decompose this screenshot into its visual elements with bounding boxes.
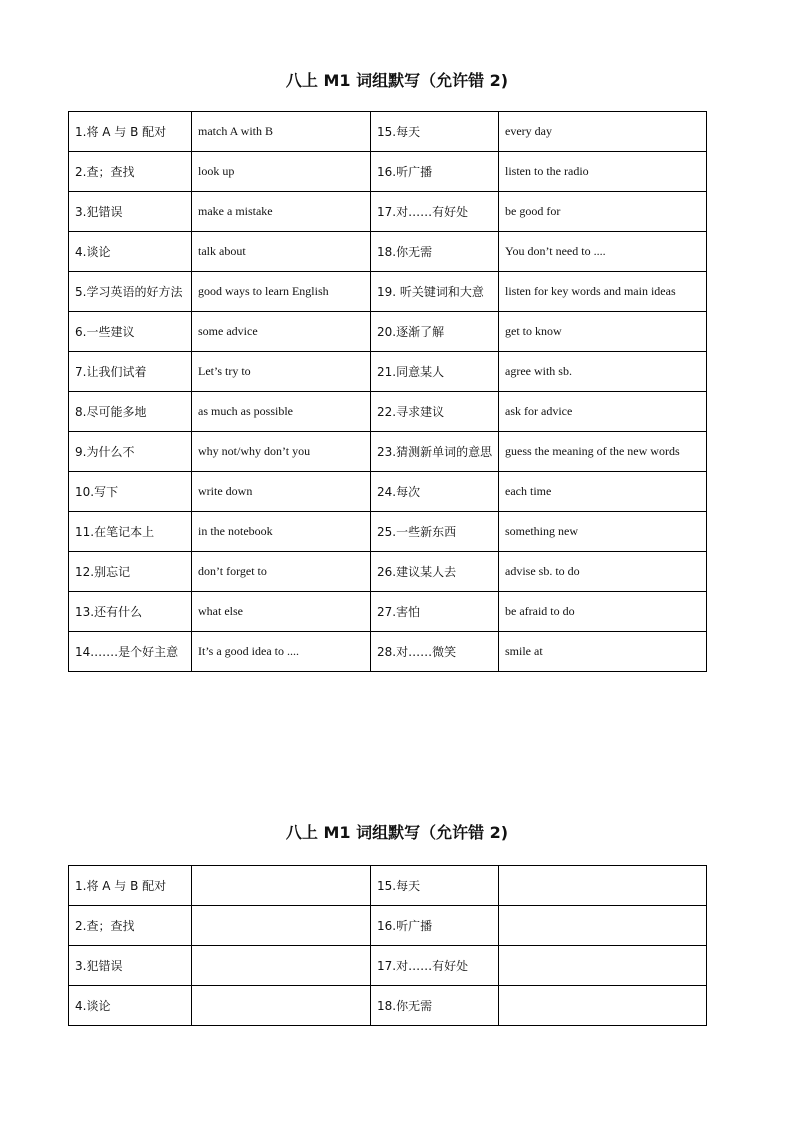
- phrase-english-cell: in the notebook: [192, 512, 371, 552]
- phrase-chinese-cell: 24.每次: [371, 472, 499, 512]
- phrase-chinese-cell: 17.对……有好处: [371, 192, 499, 232]
- phrase-english-cell: talk about: [192, 232, 371, 272]
- phrase-english-cell: [499, 946, 707, 986]
- phrase-chinese-cell: 22.寻求建议: [371, 392, 499, 432]
- table-row: [69, 512, 707, 552]
- phrase-english-cell: [499, 866, 707, 906]
- phrase-chinese-cell: 23.猜测新单词的意思: [371, 432, 499, 472]
- phrase-chinese-cell: 27.害怕: [371, 592, 499, 632]
- phrase-english-cell: something new: [499, 512, 707, 552]
- phrase-chinese-cell: 5.学习英语的好方法: [69, 272, 192, 312]
- phrase-english-cell: some advice: [192, 312, 371, 352]
- table-row: [69, 632, 707, 672]
- phrase-english-cell: [192, 866, 371, 906]
- phrase-english-cell: advise sb. to do: [499, 552, 707, 592]
- phrase-english-cell: [499, 986, 707, 1026]
- table-row: [69, 152, 707, 192]
- table-row: [69, 906, 707, 946]
- table-row: [69, 866, 707, 906]
- phrase-chinese-cell: 11.在笔记本上: [69, 512, 192, 552]
- phrase-english-cell: ask for advice: [499, 392, 707, 432]
- phrase-chinese-cell: 21.同意某人: [371, 352, 499, 392]
- phrase-chinese-cell: 12.别忘记: [69, 552, 192, 592]
- table-row: [69, 552, 707, 592]
- phrase-chinese-cell: 4.谈论: [69, 986, 192, 1026]
- table-row: [69, 232, 707, 272]
- vocab-table-body: [69, 866, 707, 1026]
- phrase-chinese-cell: 28.对……微笑: [371, 632, 499, 672]
- phrase-chinese-cell: 10.写下: [69, 472, 192, 512]
- phrase-english-cell: smile at: [499, 632, 707, 672]
- phrase-english-cell: agree with sb.: [499, 352, 707, 392]
- phrase-chinese-cell: 18.你无需: [371, 232, 499, 272]
- table-row: [69, 472, 707, 512]
- phrase-chinese-cell: 20.逐渐了解: [371, 312, 499, 352]
- phrase-chinese-cell: 17.对……有好处: [371, 946, 499, 986]
- phrase-english-cell: [499, 906, 707, 946]
- phrase-chinese-cell: 3.犯错误: [69, 192, 192, 232]
- worksheet-title: 八上 M1 词组默写（允许错 2): [285, 71, 509, 90]
- phrase-chinese-cell: 4.谈论: [69, 232, 192, 272]
- table-row: [69, 272, 707, 312]
- vocab-table-body: [69, 112, 707, 672]
- phrase-english-cell: get to know: [499, 312, 707, 352]
- phrase-chinese-cell: 1.将 A 与 B 配对: [69, 112, 192, 152]
- vocab-table-blank: [68, 865, 707, 1026]
- table-row: [69, 392, 707, 432]
- phrase-english-cell: as much as possible: [192, 392, 371, 432]
- phrase-chinese-cell: 8.尽可能多地: [69, 392, 192, 432]
- table-row: [69, 192, 707, 232]
- phrase-english-cell: match A with B: [192, 112, 371, 152]
- phrase-english-cell: look up: [192, 152, 371, 192]
- phrase-chinese-cell: 15.每天: [371, 112, 499, 152]
- phrase-chinese-cell: 14.……是个好主意: [69, 632, 192, 672]
- phrase-english-cell: every day: [499, 112, 707, 152]
- worksheet-title-blank: 八上 M1 词组默写（允许错 2): [285, 823, 509, 842]
- phrase-english-cell: guess the meaning of the new words: [499, 432, 707, 472]
- phrase-chinese-cell: 26.建议某人去: [371, 552, 499, 592]
- table-row: [69, 986, 707, 1026]
- table-row: [69, 592, 707, 632]
- phrase-english-cell: why not/why don’t you: [192, 432, 371, 472]
- phrase-chinese-cell: 16.听广播: [371, 906, 499, 946]
- phrase-chinese-cell: 6.一些建议: [69, 312, 192, 352]
- phrase-chinese-cell: 19. 听关键词和大意: [371, 272, 499, 312]
- phrase-english-cell: [192, 986, 371, 1026]
- phrase-english-cell: [192, 906, 371, 946]
- phrase-english-cell: what else: [192, 592, 371, 632]
- phrase-chinese-cell: 1.将 A 与 B 配对: [69, 866, 192, 906]
- phrase-english-cell: Let’s try to: [192, 352, 371, 392]
- phrase-chinese-cell: 13.还有什么: [69, 592, 192, 632]
- phrase-english-cell: write down: [192, 472, 371, 512]
- phrase-english-cell: be afraid to do: [499, 592, 707, 632]
- phrase-chinese-cell: 2.查；查找: [69, 906, 192, 946]
- table-row: [69, 312, 707, 352]
- phrase-chinese-cell: 7.让我们试着: [69, 352, 192, 392]
- vocab-table-answers: [68, 111, 707, 672]
- phrase-english-cell: listen to the radio: [499, 152, 707, 192]
- phrase-chinese-cell: 15.每天: [371, 866, 499, 906]
- phrase-chinese-cell: 25.一些新东西: [371, 512, 499, 552]
- phrase-chinese-cell: 2.查；查找: [69, 152, 192, 192]
- table-row: [69, 946, 707, 986]
- phrase-english-cell: good ways to learn English: [192, 272, 371, 312]
- phrase-english-cell: You don’t need to ....: [499, 232, 707, 272]
- phrase-english-cell: listen for key words and main ideas: [499, 272, 707, 312]
- table-row: [69, 432, 707, 472]
- phrase-chinese-cell: 18.你无需: [371, 986, 499, 1026]
- phrase-chinese-cell: 16.听广播: [371, 152, 499, 192]
- phrase-english-cell: [192, 946, 371, 986]
- phrase-english-cell: make a mistake: [192, 192, 371, 232]
- table-row: [69, 112, 707, 152]
- phrase-chinese-cell: 9.为什么不: [69, 432, 192, 472]
- phrase-english-cell: each time: [499, 472, 707, 512]
- table-row: [69, 352, 707, 392]
- phrase-english-cell: It’s a good idea to ....: [192, 632, 371, 672]
- phrase-english-cell: be good for: [499, 192, 707, 232]
- phrase-chinese-cell: 3.犯错误: [69, 946, 192, 986]
- phrase-english-cell: don’t forget to: [192, 552, 371, 592]
